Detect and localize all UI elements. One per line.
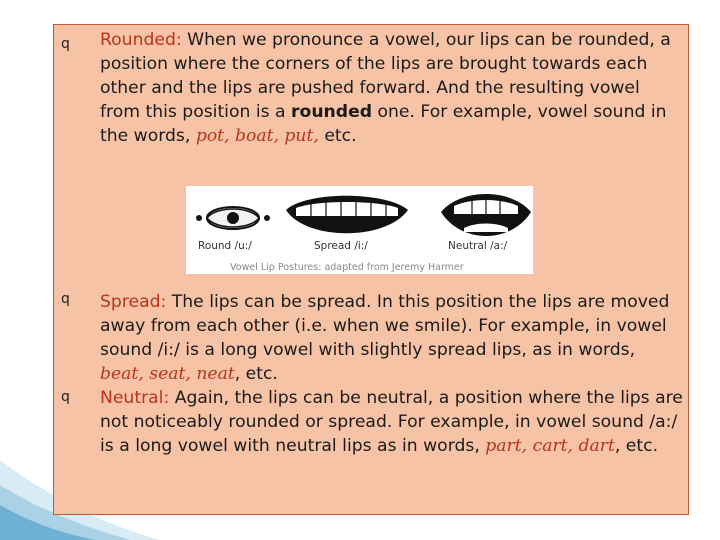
- round-lips-icon: [196, 207, 270, 229]
- term-spread: Spread:: [100, 292, 167, 312]
- paragraph-rounded: [100, 28, 684, 148]
- label-spread: Spread /i:/: [314, 240, 368, 252]
- term-neutral: Neutral:: [100, 388, 170, 408]
- examples-neutral: part, cart, dart: [485, 436, 615, 456]
- emph-rounded: rounded: [291, 102, 373, 122]
- bullet-icon: q: [61, 36, 70, 52]
- figure-caption: Vowel Lip Postures: adapted from Jeremy Harmer: [230, 262, 464, 273]
- text-spread-a: The lips can be spread. In this position the lips are moved away from each other (i.e. when we smile). For example, in vowel sound /i:/ is a long vowel with slightly spread lips, as in words,: [100, 292, 670, 360]
- lip-postures-illustration: [186, 186, 533, 274]
- tail-rounded: etc.: [318, 126, 357, 146]
- paragraph-neutral: [100, 386, 684, 458]
- lip-postures-figure: [186, 186, 533, 274]
- neutral-lips-icon: [441, 194, 531, 236]
- tail-neutral: , etc.: [614, 436, 659, 456]
- text-rounded-b: one. For example, vowel sound in the words,: [100, 102, 667, 146]
- paragraph-spread: [100, 290, 684, 386]
- label-neutral: Neutral /a:/: [448, 240, 508, 252]
- examples-rounded: pot, boat, put,: [195, 126, 319, 146]
- label-round: Round /u:/: [198, 240, 252, 252]
- text-neutral-a: Again, the lips can be neutral, a position where the lips are not noticeably rounded or spread. For example, in vowel sound /a:/ is a long vowel with neutral lips as in words,: [100, 388, 683, 456]
- term-rounded: Rounded:: [100, 30, 182, 50]
- examples-spread: beat, seat, neat: [100, 364, 235, 384]
- bullet-icon: q: [61, 389, 70, 405]
- tail-spread: , etc.: [234, 364, 278, 384]
- text-rounded-a: When we pronounce a vowel, our lips can be rounded, a position where the corners of the lips are brought towards each other and the lips are pushed forward. And the resulting vowel from this position is a: [100, 30, 671, 122]
- bullet-icon: q: [61, 291, 70, 307]
- spread-lips-icon: [286, 196, 408, 234]
